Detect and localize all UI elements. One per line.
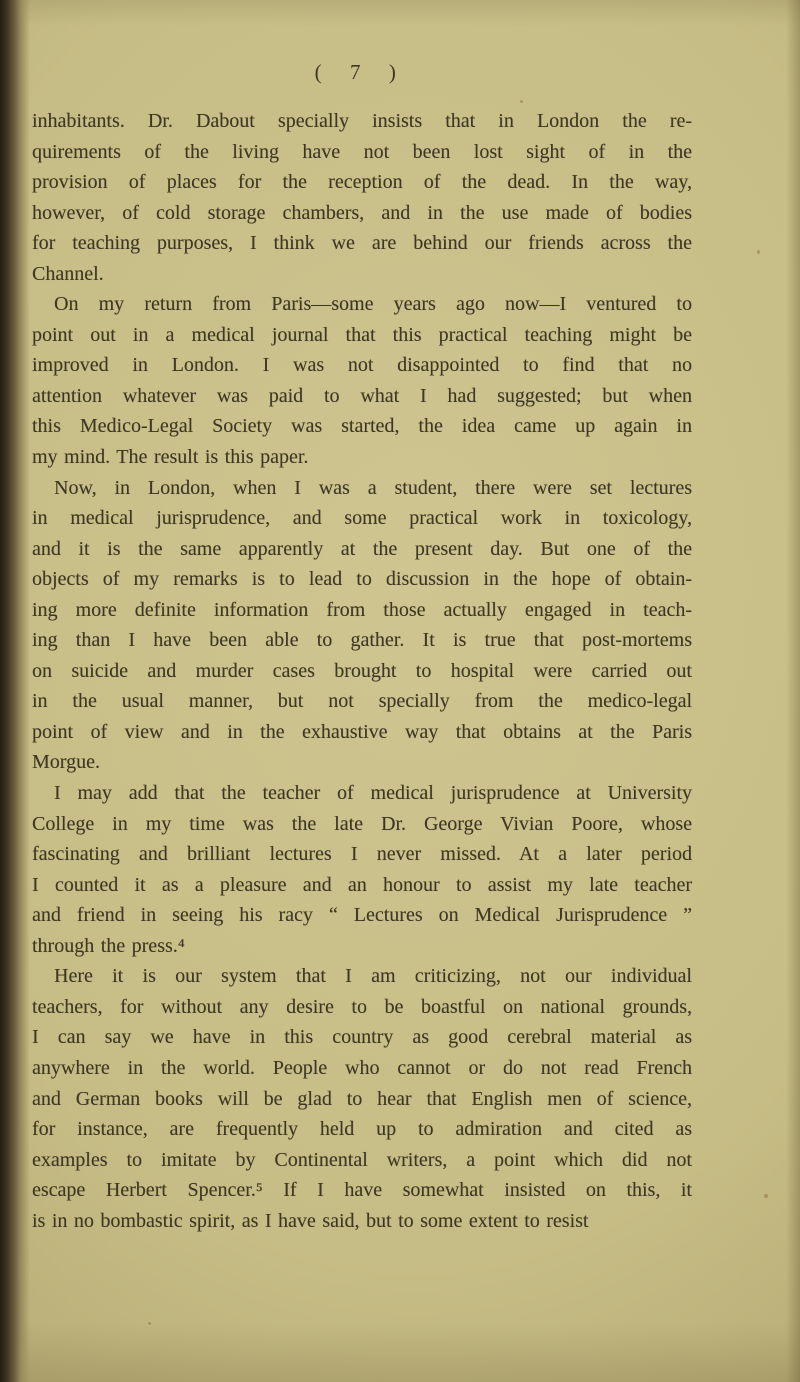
text-line: On my return from Paris—some years ago now—I ventured to <box>54 293 692 316</box>
text-line: and it is the same apparently at the present day. But one of the <box>32 537 692 560</box>
page-number: ( 7 ) <box>314 60 408 84</box>
page-edge-shading-bottom <box>0 1322 800 1382</box>
text-line: this Medico-Legal Society was started, the idea came up again in <box>32 415 692 438</box>
text-line: is in no bombastic spirit, as I have said, but to some extent to resist <box>32 1209 589 1232</box>
text-line: on suicide and murder cases brought to hospital were carried out <box>32 659 692 682</box>
text-line: ing more definite information from those actually engaged in teach- <box>32 598 692 621</box>
text-line: fascinating and brilliant lectures I never missed. At a later period <box>32 843 692 866</box>
text-line: improved in London. I was not disappointed to find that no <box>32 354 692 377</box>
page-edge-shading-top <box>0 0 800 26</box>
text-line: Here it is our system that I am criticizing, not our individual <box>54 965 692 988</box>
text-line: Channel. <box>32 262 104 285</box>
paper-speck <box>764 1194 768 1198</box>
text-line: for instance, are frequently held up to admiration and cited as <box>32 1118 692 1141</box>
text-line: and friend in seeing his racy “ Lectures on Medical Jurisprudence ” <box>32 904 692 927</box>
page-text-block <box>32 106 692 1236</box>
text-line: Morgue. <box>32 751 100 774</box>
text-line: escape Herbert Spencer.⁵ If I have somewhat insisted on this, it <box>32 1179 692 1202</box>
page-edge-shading-right <box>786 0 800 1382</box>
text-line: objects of my remarks is to lead to discussion in the hope of obtain- <box>32 568 692 591</box>
text-line: for teaching purposes, I think we are behind our friends across the <box>32 232 692 255</box>
text-line: through the press.⁴ <box>32 934 185 957</box>
text-line: in the usual manner, but not specially from the medico-legal <box>32 690 692 713</box>
text-line: examples to imitate by Continental writers, a point which did not <box>32 1148 692 1171</box>
text-line: quirements of the living have not been lost sight of in the <box>32 140 692 163</box>
text-line: and German books will be glad to hear that English men of science, <box>32 1087 692 1110</box>
text-line: point out in a medical journal that this practical teaching might be <box>32 323 692 346</box>
text-line: I counted it as a pleasure and an honour to assist my late teacher <box>32 873 692 896</box>
text-line: ing than I have been able to gather. It is true that post-mortems <box>32 629 692 652</box>
text-line: provision of places for the reception of the dead. In the way, <box>32 171 692 194</box>
text-line: my mind. The result is this paper. <box>32 446 309 469</box>
text-line: teachers, for without any desire to be boastful on national grounds, <box>32 995 692 1018</box>
paper-speck <box>148 1322 151 1325</box>
text-line: I can say we have in this country as good cerebral material as <box>32 1026 692 1049</box>
text-line: in medical jurisprudence, and some practical work in toxicology, <box>32 507 692 530</box>
paper-speck <box>757 250 760 254</box>
text-line: anywhere in the world. People who cannot or do not read French <box>32 1056 692 1079</box>
binding-gutter-shadow <box>0 0 30 1382</box>
text-line: Now, in London, when I was a student, there were set lectures <box>54 476 692 499</box>
text-line: inhabitants. Dr. Dabout specially insists that in London the re- <box>32 110 692 132</box>
text-line: attention whatever was paid to what I had suggested; but when <box>32 384 692 407</box>
text-line: I may add that the teacher of medical jurisprudence at University <box>54 782 692 805</box>
paper-speck <box>520 100 523 103</box>
text-line: however, of cold storage chambers, and in the use made of bodies <box>32 201 692 224</box>
text-line: College in my time was the late Dr. George Vivian Poore, whose <box>32 812 692 835</box>
text-line: point of view and in the exhaustive way that obtains at the Paris <box>32 720 692 743</box>
